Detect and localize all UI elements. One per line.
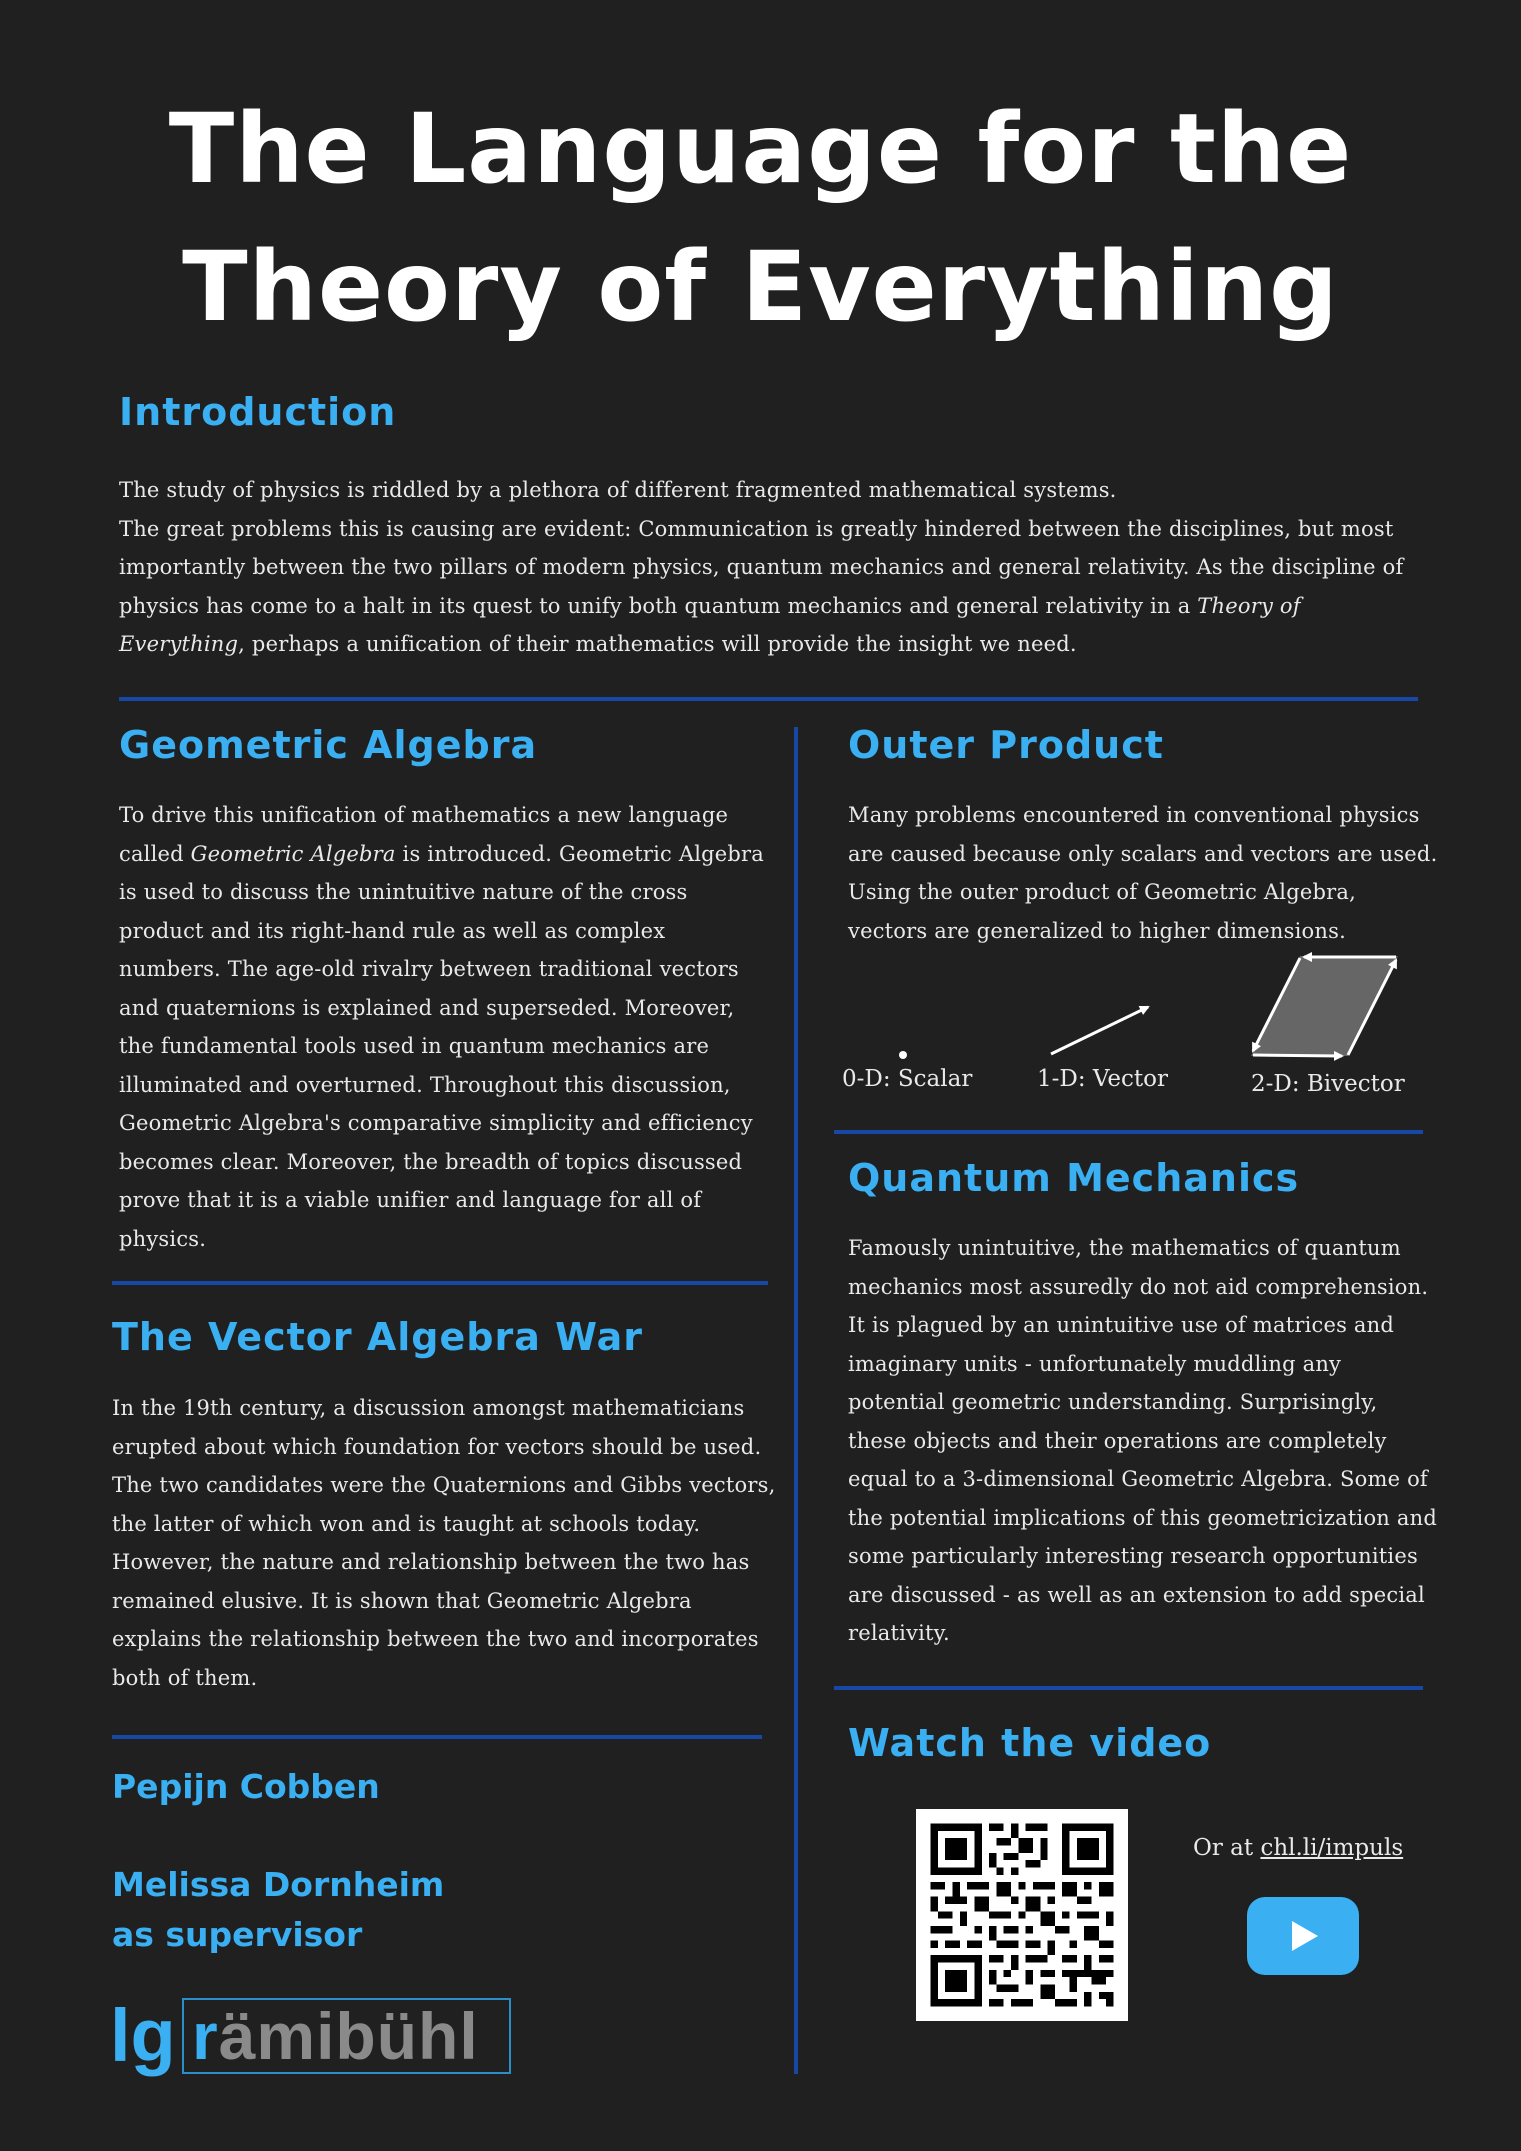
divider-outer-product	[834, 1130, 1423, 1134]
supervisor-name: Melissa Dornheim	[112, 1865, 445, 1904]
qr-code[interactable]	[916, 1809, 1128, 2021]
bivector-parallelogram	[1251, 956, 1398, 1056]
video-heading: Watch the video	[848, 1721, 1212, 1765]
quantum-text: Famously unintuitive, the mathematics of quantum mechanics most assuredly do not aid comprehension. It is plagued by an unintuitive use of matrices and imaginary units - unfortunately muddling any potential geometric understanding. Surprisingly, these objects and their operations are completely equal to a 3-dimensional Geometric Algebra. Some of the potential implications of this geometricization and some particularly interesting research opportunities are discussed - as well as an extension to add special relativity.	[848, 1236, 1437, 1645]
vector-label: 1-D: Vector	[1037, 1066, 1168, 1092]
video-link-line: Or at chl.li/impuls	[1193, 1835, 1404, 1861]
title-line-2: Theory of Everything	[182, 231, 1339, 343]
geometric-algebra-text: To drive this unification of mathematics a new language called Geometric Algebra is introduced. Geometric Algebra is used to discuss the unintuitive nature of the cross product and its right-hand rule as well as complex numbers. The age-old rivalry between traditional vectors and quaternions is explained and superseded. Moreover, the fundamental tools used in quantum mechanics are illuminated and overturned. Throughout this discussion, Geometric Algebra's comparative simplicity and efficiency becomes clear. Moreover, the breadth of topics discussed prove that it is a viable unifier and language for all of physics.	[119, 803, 764, 1251]
divider-quantum	[834, 1686, 1423, 1690]
introduction-para-1: The study of physics is riddled by a plethora of different fragmented mathematical systems.	[119, 478, 1117, 502]
scalar-label: 0-D: Scalar	[842, 1066, 973, 1092]
geometric-algebra-heading: Geometric Algebra	[119, 723, 538, 767]
introduction-heading: Introduction	[119, 390, 397, 434]
supervisor-role: as supervisor	[112, 1915, 363, 1954]
play-button[interactable]	[1247, 1897, 1359, 1975]
vector-war-text: In the 19th century, a discussion amongst mathematicians erupted about which foundation for vectors should be used. The two candidates were the Quaternions and Gibbs vectors, the latter of which won and is taught at schools today. However, the nature and relationship between the two has remained elusive. It is shown that Geometric Algebra explains the relationship between the two and incorporates both of them.	[112, 1396, 776, 1690]
introduction-text	[119, 471, 1419, 664]
outer-product-text: Many problems encountered in conventional physics are caused because only scalars and vectors are used. Using the outer product of Geometric Algebra, vectors are generalized to higher dimensions.	[848, 803, 1438, 943]
vector-arrow	[1051, 1007, 1148, 1054]
play-icon	[1247, 1897, 1359, 1975]
poster-title	[0, 80, 1521, 356]
outer-product-heading: Outer Product	[848, 723, 1164, 767]
author-name: Pepijn Cobben	[112, 1767, 380, 1806]
bivector-edge-bottom	[1253, 1055, 1342, 1056]
school-logo-name: rämibühl	[192, 1999, 479, 2073]
title-line-1: The Language for the	[168, 93, 1353, 205]
divider-intro	[119, 697, 1418, 701]
column-divider	[794, 727, 798, 2074]
school-logo-prefix: lg	[110, 1994, 176, 2077]
video-link[interactable]: chl.li/impuls	[1260, 1835, 1404, 1861]
dimension-diagram	[830, 940, 1450, 1070]
quantum-heading: Quantum Mechanics	[848, 1156, 1300, 1200]
bivector-label: 2-D: Bivector	[1251, 1071, 1405, 1097]
divider-geometric	[112, 1281, 768, 1285]
scalar-point	[899, 1051, 907, 1059]
introduction-para-2: The great problems this is causing are evident: Communication is greatly hindered between the disciplines, but most importantly between the two pillars of modern physics, quantum mechanics and general relativity. As the discipline of physics has come to a halt in its quest to unify both quantum mechanics and general relativity in a Theory of Everything, perhaps a unification of their mathematics will provide the insight we need.	[119, 516, 1404, 656]
divider-vector-war	[112, 1735, 762, 1739]
vector-war-heading: The Vector Algebra War	[112, 1315, 644, 1359]
